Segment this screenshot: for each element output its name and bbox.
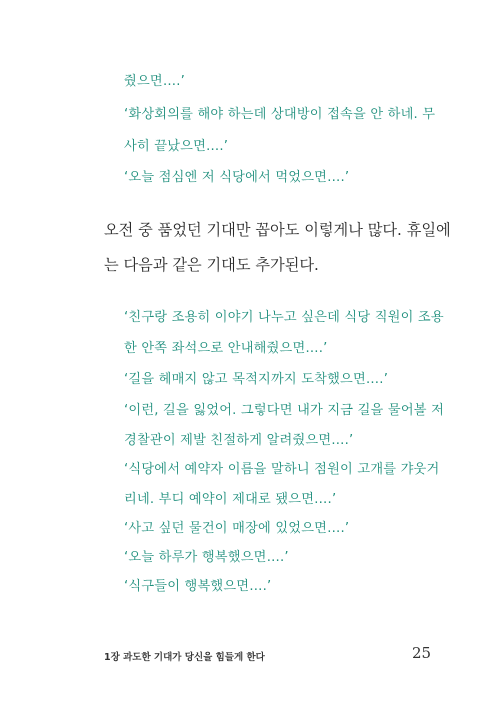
- quote-line: 한 안쪽 좌석으로 안내해줬으면….’: [124, 341, 328, 356]
- quote-line: ‘길을 헤매지 않고 목적지까지 도착했으면….’: [124, 372, 389, 387]
- quote-line: ‘식당에서 예약자 이름을 말하니 점원이 고개를 갸웃거: [124, 462, 440, 477]
- quote-line: ‘오늘 하루가 행복했으면….’: [124, 550, 289, 565]
- body-paragraph-line: 는 다음과 같은 기대도 추가된다.: [104, 256, 319, 274]
- quote-line: 줬으면….’: [124, 74, 185, 89]
- quote-line: 리네. 부디 예약이 제대로 됐으면….’: [124, 492, 337, 507]
- quote-line: ‘식구들이 행복했으면….’: [124, 579, 272, 594]
- quote-line: ‘이런, 길을 잃었어. 그렇다면 내가 지금 길을 물어볼 저: [124, 403, 445, 418]
- quote-line: ‘화상회의를 해야 하는데 상대방이 접속을 안 하네. 무: [124, 107, 436, 122]
- page-number: 25: [412, 644, 432, 662]
- quote-line: 경찰관이 제발 친절하게 알려줬으면….’: [124, 433, 354, 448]
- chapter-title: 1장 과도한 기대가 당신을 힘들게 한다: [104, 652, 265, 663]
- quote-line: ‘사고 싶던 물건이 매장에 있었으면….’: [124, 521, 350, 536]
- quote-line: ‘친구랑 조용히 이야기 나누고 싶은데 식당 직원이 조용: [124, 310, 444, 325]
- quote-line: ‘오늘 점심엔 저 식당에서 먹었으면….’: [124, 170, 350, 185]
- quote-line: 사히 끝났으면….’: [124, 139, 229, 154]
- body-paragraph-line: 오전 중 품었던 기대만 꼽아도 이렇게나 많다. 휴일에: [104, 221, 451, 239]
